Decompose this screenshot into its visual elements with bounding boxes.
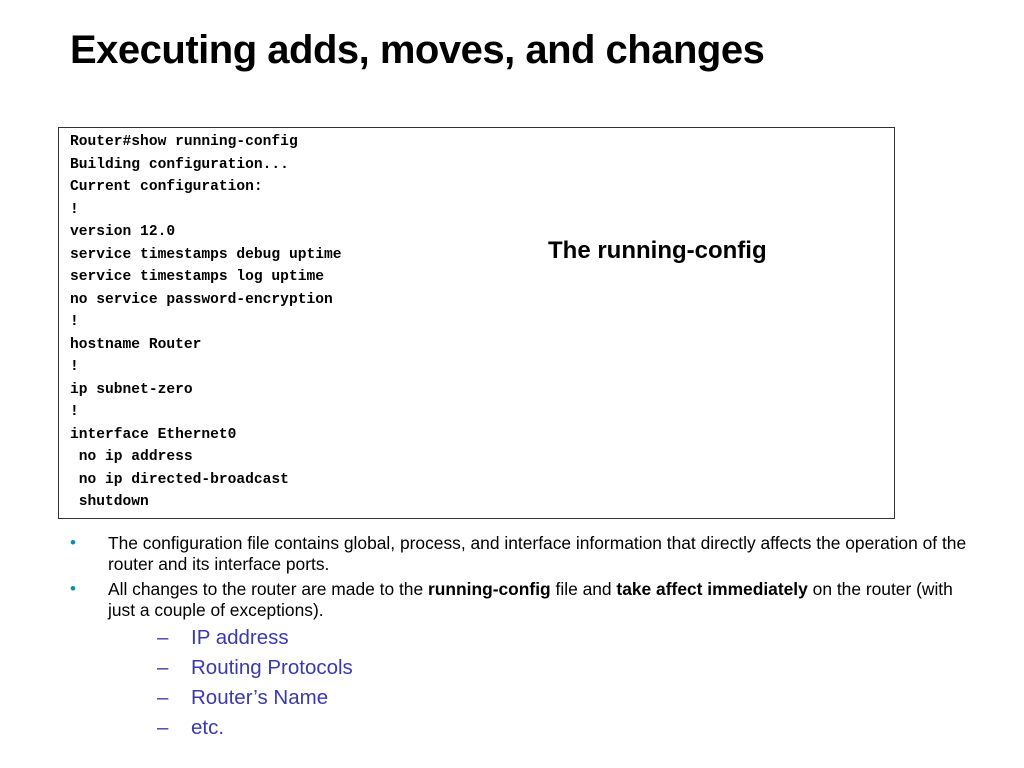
exception-text: Routing Protocols: [191, 656, 353, 679]
running-config-box: [58, 127, 895, 519]
exception-text: etc.: [191, 716, 225, 739]
exception-item: [108, 683, 975, 713]
exception-text: IP address: [191, 626, 289, 649]
config-line: service timestamps log uptime: [70, 269, 324, 285]
config-line: Router#show running-config: [70, 134, 298, 150]
exception-item: [108, 713, 975, 743]
bullet-text-part: All changes to the router are made to the: [108, 579, 428, 599]
config-line: version 12.0: [70, 224, 176, 240]
config-line: ip subnet-zero: [70, 381, 193, 398]
config-line: no service password-encryption: [70, 291, 333, 308]
bullet-text-part: file and: [550, 579, 617, 599]
config-line: !: [70, 201, 79, 218]
config-line: Building configuration...: [70, 156, 289, 173]
config-caption: The running-config: [548, 237, 767, 264]
config-line: interface Ethernet0: [70, 426, 237, 443]
bullet-list: [70, 533, 975, 747]
config-line: Current configuration:: [70, 179, 263, 195]
exceptions-list: [108, 623, 975, 743]
bullet-text: The configuration file contains global, process, and interface information that directly affects the operation of the router and its interface ports.: [108, 533, 967, 574]
config-line: no ip address: [70, 449, 193, 465]
config-line: !: [70, 404, 79, 420]
config-line: !: [70, 359, 79, 375]
config-line: !: [70, 314, 79, 330]
dash-icon: –: [157, 626, 169, 649]
exception-item: [108, 653, 975, 683]
exception-text: Router’s Name: [191, 686, 329, 709]
slide-title: Executing adds, moves, and changes: [70, 28, 765, 72]
bullet-bold-text: running-config: [428, 579, 551, 599]
bullet-dot-icon: •: [70, 533, 76, 552]
bullet-dot-icon: •: [70, 579, 76, 598]
bullet-bold-text: take affect immediately: [616, 579, 808, 599]
dash-icon: –: [157, 716, 169, 739]
dash-icon: –: [157, 686, 169, 709]
bullet-text-part: on the router (with just a couple of exceptions).: [108, 579, 953, 620]
dash-icon: –: [157, 656, 169, 679]
config-line: service timestamps debug uptime: [70, 246, 342, 263]
config-line: no ip directed-broadcast: [70, 471, 289, 488]
config-line: hostname Router: [70, 336, 202, 353]
config-listing: [70, 131, 342, 514]
bullet-item: [70, 533, 975, 575]
bullet-item: [70, 579, 975, 743]
exception-item: [108, 623, 975, 653]
config-line: shutdown: [70, 494, 149, 510]
